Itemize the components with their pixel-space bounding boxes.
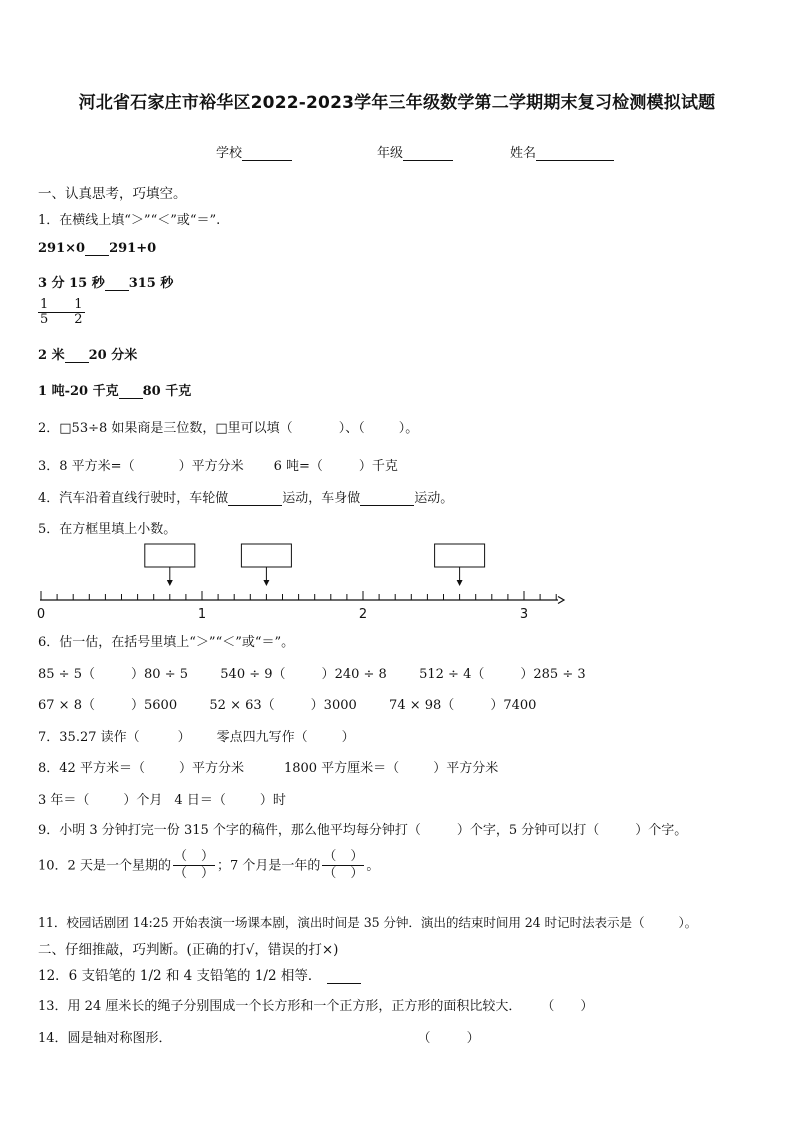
number-line-ticks [41,591,556,600]
q8-line-2 [38,789,286,808]
q6-row-1: 85 ÷ 5（ ）80 ÷ 5 540 ÷ 9（ ）240 ÷ 8 512 ÷ 4（ ）285 ÷ 3 [38,667,586,682]
fraction-denominator: 2 [74,311,83,327]
q2-text-2: ）、（ [338,421,365,436]
number-line-arrow-icon [558,597,564,604]
q9-text-3: ）个字。 [635,823,688,838]
q12-answer-blank[interactable] [327,970,361,984]
q1-prompt: 1．在横线上填“＞”“＜”或“＝”. [38,213,221,228]
q8-text-8: ）时 [259,793,286,808]
q6-r2-c1-left: 67 × 8 [38,698,82,713]
answer-box-2[interactable] [241,544,291,567]
q1-b-left: 3 分 15 秒 [38,276,105,291]
q3-text-1: 3．8 平方米=（ [38,459,135,474]
q8-line-1 [38,757,498,776]
number-line [30,538,570,620]
q14-text: 14．圆是轴对称图形． [38,1031,172,1046]
q1-item-d [38,344,137,363]
arrow-down-icon [457,580,463,586]
q1-item-a [38,241,156,256]
q6-r2-c3-left: 74 × 98 [389,698,442,713]
q1-b-right: 315 秒 [128,276,174,291]
q1-e-right: 80 千克 [142,384,192,399]
q6-r2-c2-left: 52 × 63 [209,698,262,713]
q13: 13．用 24 厘米长的绳子分别围成一个长方形和一个正方形，正方形的面积比较大． （ ） [38,999,594,1014]
school-label: 学校 [216,146,243,161]
grade-field [377,142,453,161]
q11-text-2: ）。 [678,915,698,930]
q1-e-left: 1 吨-20 千克 [38,384,119,399]
number-line-labels [37,607,528,620]
grade-label: 年级 [377,146,404,161]
tick-label-2: 2 [358,607,368,620]
q7-text-3: 零点四九写作（ [216,730,308,745]
q8-text-5: 3 年＝（ [38,793,90,808]
q1-d-left: 2 米 [38,348,65,363]
q6-row-2: 67 × 8（ ）5600 52 × 63（ ）3000 74 × 98（ ）7400 [38,698,537,713]
q2-text-1: 2．□53÷8 如果商是三位数，□里可以填（ [38,421,293,436]
q10 [38,850,379,882]
school-field [216,142,292,161]
q5-prompt: 5．在方框里填上小数。 [38,522,177,537]
q11-text-1: 11．校园话剧团 14:25 开始表演一场课本剧，演出时间是 35 分钟．演出的结束时间用 24 时记时法表示是（ [38,915,645,930]
q12 [38,964,361,984]
q3-text-3: 6 吨=（ [273,459,323,474]
fraction-denominator: 5 [40,311,49,327]
q10-answer-fraction-2[interactable]: $\frac{( )}{( )}$ [323,849,364,882]
q10-answer-fraction-1[interactable]: $\frac{( )}{( )}$ [173,849,214,882]
q1-c-blank[interactable] [50,312,72,313]
q1-e-blank[interactable] [119,385,143,399]
q12-text: 12．6 支铅笔的 1/2 和 4 支铅笔的 1/2 相等． [38,968,322,984]
q3-text-2: ）平方分米 [178,459,244,474]
q1-d-blank[interactable] [65,349,89,363]
q6-r1-c2-right: 240 ÷ 8 [334,667,387,682]
arrow-down-icon [167,580,173,586]
tick-label-1: 1 [197,607,207,620]
name-blank[interactable] [536,147,614,161]
q1-item-e [38,380,191,399]
q3 [38,455,398,474]
arrow-down-icon [263,580,269,586]
q14: 14．圆是轴对称图形． （ ） [38,1031,480,1046]
name-label: 姓名 [510,146,537,161]
tick-label-3: 3 [519,607,529,620]
q8-text-4: ）平方分米 [433,761,499,776]
q7-text-4: ） [341,730,355,745]
q4-text-2: 运动，车身做 [282,491,361,506]
page-title: 河北省石家庄市裕华区2022-2023学年三年级数学第二学期期末复习检测模拟试题 [78,93,716,113]
q1-c-right-fraction [72,298,84,326]
section2-heading: 二、仔细推敲，巧判断。(正确的打√，错误的打×) [38,942,339,958]
answer-box-1[interactable] [145,544,195,567]
q9 [38,819,687,838]
name-field [510,142,614,161]
school-blank[interactable] [242,147,292,161]
fraction-numerator: 1 [74,297,83,312]
q1-a-right: 291+0 [109,241,157,256]
q7-text-1: 7．35.27 读作（ [38,730,140,745]
q8-text-3: 1800 平方厘米＝（ [283,761,400,776]
tick-label-0: 0 [36,607,46,620]
q13-text: 13．用 24 厘米长的绳子分别围成一个长方形和一个正方形，正方形的面积比较大． [38,999,522,1014]
q3-text-4: ）千克 [358,459,398,474]
q6-r1-c2-left: 540 ÷ 9 [220,667,273,682]
q6-r2-c3-right: 7400 [503,698,537,713]
q4-text-3: 运动。 [414,491,454,506]
q10-text-3: 。 [366,858,380,874]
q1-b-blank[interactable] [105,277,129,291]
q1-a-blank[interactable] [85,242,109,256]
q6-r2-c1-right: 5600 [144,698,178,713]
q4 [38,487,453,506]
q6-prompt: 6．估一估，在括号里填上“＞”“＜”或“＝”。 [38,635,295,650]
q1-a-left: 291×0 [38,241,86,256]
fraction-numerator: 1 [40,297,49,312]
q10-text-1: 10．2 天是一个星期的 [38,858,171,874]
q8-text-2: ）平方分米 [178,761,244,776]
q6-r1-c3-left: 512 ÷ 4 [419,667,472,682]
q6-r2-c2-right: 3000 [323,698,357,713]
q4-blank-1[interactable] [228,492,282,506]
q6-r1-c1-right: 80 ÷ 5 [144,667,188,682]
q9-text-2: ）个字，5 分钟可以打（ [456,823,600,838]
q8-text-7: 4 日＝（ [174,793,226,808]
answer-boxes[interactable] [145,544,485,586]
answer-box-3[interactable] [435,544,485,567]
q6-r1-c1-left: 85 ÷ 5 [38,667,82,682]
q6-r1-c3-right: 285 ÷ 3 [533,667,586,682]
q8-text-6: ）个月 [123,793,163,808]
section1-heading: 一、认真思考，巧填空。 [38,186,187,202]
q1-c-left-fraction [38,298,50,326]
q1-item-c [38,298,85,326]
q1-d-right: 20 分米 [88,348,138,363]
q9-text-1: 9．小明 3 分钟打完一份 315 个字的稿件，那么他平均每分钟打（ [38,823,421,838]
q4-blank-2[interactable] [360,492,414,506]
q7 [38,726,355,745]
q8-text-1: 8．42 平方米＝（ [38,761,145,776]
q10-text-2: ；7 个月是一年的 [216,858,321,874]
q2 [38,417,418,436]
q2-text-3: ）。 [398,421,419,436]
q1-item-b [38,272,173,291]
q7-text-2: ） [177,730,191,745]
q4-text-1: 4．汽车沿着直线行驶时，车轮做 [38,491,229,506]
q11 [38,912,697,931]
grade-blank[interactable] [403,147,453,161]
